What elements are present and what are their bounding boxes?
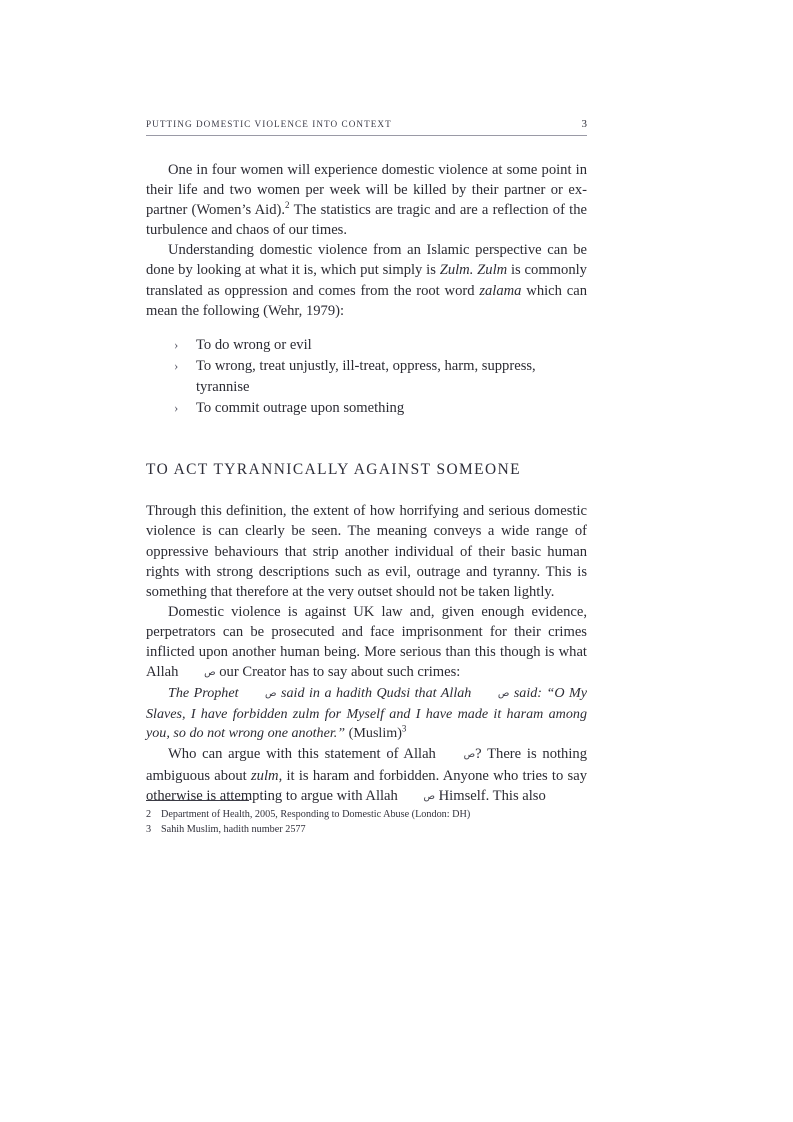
definition-list — [146, 335, 587, 419]
paragraph-statistics — [146, 160, 587, 240]
allah-honorific-icon: ص — [204, 667, 216, 679]
running-head-title: PUTTING DOMESTIC VIOLENCE INTO CONTEXT — [146, 119, 392, 129]
chevron-right-icon: › — [174, 336, 179, 352]
allah-honorific-icon: ص — [423, 791, 435, 803]
para4-seg1: Domestic violence is against UK law and, given enough evidence, perpetrators can be prosecuted and face imprisonment for their crimes inflicted upon another human being. More serious than this though is what Allah — [146, 603, 587, 681]
footnote-separator-rule — [146, 800, 249, 801]
section-heading: TO ACT TYRANNICALLY AGAINST SOMEONE — [146, 461, 521, 479]
footnote-ref-2: 2 — [285, 200, 290, 211]
para4-seg2: our Creator has to say about such crimes: — [215, 664, 461, 681]
para5-seg1: Who can argue with this statement of Allah — [168, 746, 442, 762]
page-content — [146, 118, 587, 808]
para5-seg2: ? There is nothing ambiguous about — [146, 746, 587, 785]
para1-seg2: The statistics are tragic and are a reflection of the turbulence and chaos of our times. — [146, 202, 587, 239]
footnote-item — [146, 823, 587, 838]
paragraph-definition-extent: Through this definition, the extent of how horrifying and serious domestic violence is can clearly be seen. The meaning conveys a wide range of oppressive behaviours that strip another individual of their basic human rights with strong descriptions such as evil, outrage and tyranny. This is something that therefore at the very outset should not be taken lightly. — [146, 503, 587, 600]
list-item — [174, 335, 587, 355]
footnote-number: 2 — [146, 809, 152, 820]
list-item-label: To wrong, treat unjustly, ill-treat, oppress, harm, suppress, tyrannise — [196, 358, 536, 395]
footnote-item — [146, 808, 587, 823]
chevron-right-icon: › — [174, 358, 179, 374]
header-rule — [146, 135, 587, 136]
quote-seg2: said in a hadith Qudsi that Allah — [276, 685, 476, 702]
term-zulm-inline: zulm — [250, 768, 279, 785]
paragraph-argue-statement — [146, 744, 587, 808]
para2-seg1: Understanding domestic violence from an Islamic perspective can be done by looking at what it is, which put simply is — [146, 242, 587, 279]
para2-seg3: which can mean the following (Wehr, 1979): — [146, 282, 587, 319]
footnotes-area — [146, 800, 587, 837]
para5-seg3: , it is haram and forbidden. Anyone who tries to say otherwise is attempting to argue with Allah — [146, 768, 587, 805]
blockquote-hadith-qudsi — [146, 684, 587, 744]
para2-seg2: is commonly translated as oppression and comes from the root word — [146, 262, 587, 299]
term-zulm: Zulm. Zulm — [439, 262, 508, 279]
list-item — [174, 356, 587, 397]
para1-seg1: One in four women will experience domestic violence at some point in their life and two women per week will be killed by their partner or ex-partner (Women’s Aid). — [146, 162, 587, 219]
list-item-label: To do wrong or evil — [196, 336, 312, 353]
list-item-label: To commit outrage upon something — [196, 399, 405, 416]
running-head — [146, 118, 587, 135]
quote-seg1: The Prophet — [168, 685, 244, 702]
paragraph-zulm-definition — [146, 240, 587, 320]
quote-seg3: said: “O My Slaves, I have forbidden zulm for Myself and I have made it haram among you, so do not wrong one another.” — [146, 685, 587, 742]
allah-honorific-icon: ص — [463, 749, 476, 760]
list-item — [174, 398, 587, 418]
paragraph-uk-law — [146, 602, 587, 684]
term-zalama: zalama — [479, 282, 522, 299]
footnote-number: 3 — [146, 823, 152, 835]
para5-seg4: Himself. This also — [434, 788, 546, 805]
footnote-text: Department of Health, 2005, Responding to Domestic Abuse (London: DH) — [161, 809, 471, 820]
page-number: 3 — [581, 118, 587, 130]
chevron-right-icon: › — [174, 399, 179, 415]
quote-attribution: (Muslim) — [348, 725, 402, 742]
footnote-text: Sahih Muslim, hadith number 2577 — [161, 823, 306, 835]
allah-honorific-icon: ص — [497, 688, 510, 700]
prophet-honorific-icon: ص — [265, 688, 277, 700]
footnote-ref-3: 3 — [401, 723, 407, 734]
